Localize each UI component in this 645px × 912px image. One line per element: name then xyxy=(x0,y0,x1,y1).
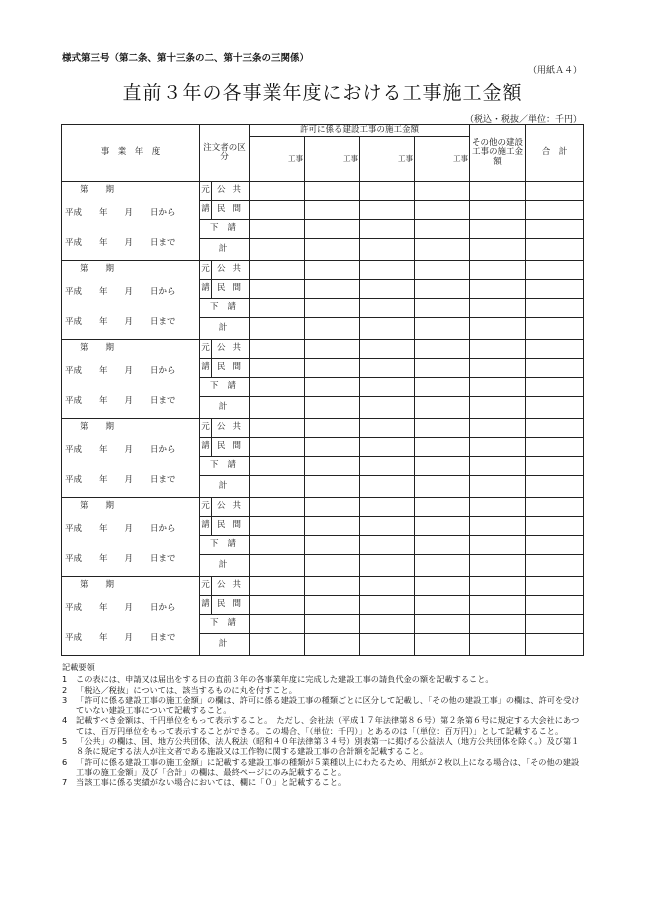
category-public xyxy=(200,577,250,596)
public-label: 公共 xyxy=(216,343,248,354)
amount-cell[interactable] xyxy=(360,378,415,397)
amount-cell[interactable] xyxy=(415,536,470,555)
amount-cell[interactable] xyxy=(415,340,470,359)
amount-cell[interactable] xyxy=(250,498,305,517)
amount-cell[interactable] xyxy=(305,318,360,340)
amount-cell[interactable] xyxy=(250,182,305,201)
amount-cell[interactable] xyxy=(360,634,415,656)
period-label: 第 期 xyxy=(80,185,115,195)
amount-cell[interactable] xyxy=(470,457,526,476)
construction-amount-table xyxy=(61,124,584,656)
amount-cell[interactable] xyxy=(526,340,584,359)
instruction-item xyxy=(62,685,586,695)
category-total xyxy=(200,634,250,656)
amount-cell[interactable] xyxy=(360,239,415,261)
amount-cell[interactable] xyxy=(250,359,305,378)
amount-cell[interactable] xyxy=(470,318,526,340)
amount-cell[interactable] xyxy=(470,419,526,438)
amount-cell[interactable] xyxy=(360,359,415,378)
category-subcontract xyxy=(200,220,250,239)
table-row xyxy=(62,340,584,359)
amount-cell[interactable] xyxy=(470,340,526,359)
private-label: 民間 xyxy=(216,204,248,215)
amount-cell[interactable] xyxy=(305,596,360,615)
amount-cell[interactable] xyxy=(360,498,415,517)
amount-cell[interactable] xyxy=(526,397,584,419)
amount-cell[interactable] xyxy=(305,182,360,201)
category-subcontract xyxy=(200,457,250,476)
amount-cell[interactable] xyxy=(305,419,360,438)
instruction-item xyxy=(62,757,586,778)
amount-cell[interactable] xyxy=(360,280,415,299)
amount-cell[interactable] xyxy=(526,517,584,536)
amount-cell[interactable] xyxy=(250,261,305,280)
business-year-cell xyxy=(62,498,200,577)
period-label: 第 期 xyxy=(80,264,115,274)
instruction-text: 「許可に係る建設工事の施工金額」に記載する建設工事の種類が５業種以上にわたるため、用紙が２枚以上になる場合は、「その他の建設工事の施工金額」及び「合計」の欄は、最終ページにのみ記載すること。 xyxy=(76,756,580,777)
category-subcontract xyxy=(200,378,250,397)
amount-cell[interactable] xyxy=(526,498,584,517)
instruction-text: この表には、申請又は届出をする日の直前３年の各事業年度に完成した建設工事の請負代金の額を記載すること。 xyxy=(76,674,494,685)
category-public xyxy=(200,182,250,201)
period-to-date: 平成 年 月 日まで xyxy=(65,633,176,643)
business-year-cell xyxy=(62,577,200,656)
private-label: 民間 xyxy=(216,283,248,294)
amount-cell[interactable] xyxy=(415,438,470,457)
amount-cell[interactable] xyxy=(250,299,305,318)
public-label: 公共 xyxy=(216,264,248,275)
subcontract-label: 下請 xyxy=(209,539,245,550)
amount-cell[interactable] xyxy=(250,634,305,656)
amount-cell[interactable] xyxy=(415,634,470,656)
amount-cell[interactable] xyxy=(415,318,470,340)
amount-cell[interactable] xyxy=(305,457,360,476)
amount-cell[interactable] xyxy=(305,220,360,239)
table-row xyxy=(62,577,584,596)
amount-cell[interactable] xyxy=(305,498,360,517)
amount-cell[interactable] xyxy=(305,340,360,359)
amount-cell[interactable] xyxy=(470,634,526,656)
period-to-date: 平成 年 月 日まで xyxy=(65,396,176,406)
amount-cell[interactable] xyxy=(250,615,305,634)
amount-cell[interactable] xyxy=(415,280,470,299)
category-public xyxy=(200,498,250,517)
total-label: 計 xyxy=(218,322,237,333)
business-year-cell xyxy=(62,419,200,498)
amount-cell[interactable] xyxy=(470,280,526,299)
amount-cell[interactable] xyxy=(360,318,415,340)
amount-cell[interactable] xyxy=(526,536,584,555)
amount-cell[interactable] xyxy=(526,577,584,596)
prime-contract-label: 請 xyxy=(200,438,212,456)
private-label: 民間 xyxy=(216,520,248,531)
amount-cell[interactable] xyxy=(360,261,415,280)
period-label: 第 期 xyxy=(80,422,115,432)
koji-type-cell[interactable]: 工事 xyxy=(305,137,360,182)
amount-cell[interactable] xyxy=(360,340,415,359)
table-row xyxy=(62,498,584,517)
category-subcontract xyxy=(200,615,250,634)
amount-cell[interactable] xyxy=(415,201,470,220)
category-total xyxy=(200,397,250,419)
amount-cell[interactable] xyxy=(305,438,360,457)
amount-cell[interactable] xyxy=(470,517,526,536)
amount-cell[interactable] xyxy=(415,378,470,397)
total-label: 計 xyxy=(218,243,237,254)
tax-unit-note: （税込・税抜／単位：千円） xyxy=(464,115,582,125)
period-to-date: 平成 年 月 日まで xyxy=(65,317,176,327)
category-total xyxy=(200,239,250,261)
amount-cell[interactable] xyxy=(305,239,360,261)
amount-cell[interactable] xyxy=(526,378,584,397)
period-label: 第 期 xyxy=(80,580,115,590)
instruction-number: 6 xyxy=(62,756,68,767)
amount-cell[interactable] xyxy=(470,378,526,397)
amount-cell[interactable] xyxy=(470,536,526,555)
amount-cell[interactable] xyxy=(415,498,470,517)
amount-cell[interactable] xyxy=(415,261,470,280)
public-label: 公共 xyxy=(216,501,248,512)
amount-cell[interactable] xyxy=(360,419,415,438)
category-total xyxy=(200,318,250,340)
paper-size-label: （用紙Ａ４） xyxy=(527,66,582,76)
category-private xyxy=(200,280,250,299)
instruction-item xyxy=(62,736,586,757)
category-private xyxy=(200,517,250,536)
period-from-date: 平成 年 月 日から xyxy=(65,366,176,376)
amount-cell[interactable] xyxy=(470,359,526,378)
category-public xyxy=(200,261,250,280)
instruction-item xyxy=(62,674,586,684)
amount-cell[interactable] xyxy=(305,615,360,634)
amount-cell[interactable] xyxy=(470,239,526,261)
licensed-amount-header: 許可に係る建設工事の施工金額 xyxy=(250,125,470,137)
total-label: 計 xyxy=(218,559,237,570)
amount-cell[interactable] xyxy=(250,220,305,239)
subcontract-label: 下請 xyxy=(209,460,245,471)
subcontract-label: 下請 xyxy=(209,302,245,313)
amount-cell[interactable] xyxy=(526,299,584,318)
prime-contract-label: 請 xyxy=(200,517,212,535)
orderer-category-header: 注文者の区分 xyxy=(200,125,250,182)
total-label: 計 xyxy=(218,401,237,412)
amount-cell[interactable] xyxy=(305,517,360,536)
instruction-number: 4 xyxy=(62,715,68,726)
amount-cell[interactable] xyxy=(415,299,470,318)
amount-cell[interactable] xyxy=(526,555,584,577)
amount-cell[interactable] xyxy=(305,476,360,498)
amount-cell[interactable] xyxy=(250,596,305,615)
amount-cell[interactable] xyxy=(250,340,305,359)
amount-cell[interactable] xyxy=(470,615,526,634)
period-label: 第 期 xyxy=(80,343,115,353)
amount-cell[interactable] xyxy=(360,615,415,634)
amount-cell[interactable] xyxy=(250,419,305,438)
amount-cell[interactable] xyxy=(415,419,470,438)
amount-cell[interactable] xyxy=(526,419,584,438)
amount-cell[interactable] xyxy=(305,577,360,596)
amount-cell[interactable] xyxy=(415,615,470,634)
amount-cell[interactable] xyxy=(415,182,470,201)
amount-cell[interactable] xyxy=(415,555,470,577)
instruction-text: 「公共」の欄は、国、地方公共団体、法人税法（昭和４０年法律第３４号）別表第一に掲げる公益法人（地方公共団体を除く。）及び第１８条に規定する法人が注文者である施設又は工作物に関する建設工事の合計額を記載すること。 xyxy=(76,736,580,757)
total-header: 合 計 xyxy=(526,125,584,182)
period-from-date: 平成 年 月 日から xyxy=(65,287,176,297)
koji-type-cell[interactable]: 工事 xyxy=(250,137,305,182)
category-private xyxy=(200,201,250,220)
amount-cell[interactable] xyxy=(470,438,526,457)
amount-cell[interactable] xyxy=(360,220,415,239)
amount-cell[interactable] xyxy=(526,239,584,261)
instruction-number: 3 xyxy=(62,694,68,705)
category-total xyxy=(200,555,250,577)
category-private xyxy=(200,359,250,378)
amount-cell[interactable] xyxy=(415,359,470,378)
prime-contract-label: 元 xyxy=(200,182,212,200)
amount-cell[interactable] xyxy=(305,634,360,656)
period-from-date: 平成 年 月 日から xyxy=(65,208,176,218)
amount-cell[interactable] xyxy=(250,397,305,419)
prime-contract-label: 元 xyxy=(200,498,212,516)
amount-cell[interactable] xyxy=(526,615,584,634)
instruction-item xyxy=(62,715,586,736)
amount-cell[interactable] xyxy=(360,536,415,555)
subcontract-label: 下請 xyxy=(209,618,245,629)
amount-cell[interactable] xyxy=(470,397,526,419)
subcontract-label: 下請 xyxy=(209,223,245,234)
amount-cell[interactable] xyxy=(250,517,305,536)
amount-cell[interactable] xyxy=(526,476,584,498)
instruction-number: 7 xyxy=(62,777,68,788)
amount-cell[interactable] xyxy=(360,555,415,577)
amount-cell[interactable] xyxy=(526,634,584,656)
instruction-text: 当該工事に係る実績がない場合においては、欄に「０」と記載すること。 xyxy=(76,777,347,788)
category-subcontract xyxy=(200,536,250,555)
prime-contract-label: 請 xyxy=(200,359,212,377)
amount-cell[interactable] xyxy=(305,536,360,555)
instruction-text: 記載すべき金額は、千円単位をもって表示すること。 ただし、会社法（平成１７年法律第８６号）第２条第６号に規定する大会社にあつては、百万円単位をもって表示することができる。この場合、「（単位：千円）」とあるのは「（単位：百万円）」として記載すること。 xyxy=(76,715,580,736)
amount-cell[interactable] xyxy=(415,220,470,239)
page-title: 直前３年の各事業年度における工事施工金額 xyxy=(122,82,523,104)
instruction-text: 「税込／税抜」については、該当するものに丸を付すこと。 xyxy=(76,684,297,695)
period-label: 第 期 xyxy=(80,501,115,511)
amount-cell[interactable] xyxy=(470,577,526,596)
amount-cell[interactable] xyxy=(305,201,360,220)
koji-type-cell[interactable]: 工事 xyxy=(360,137,415,182)
period-from-date: 平成 年 月 日から xyxy=(65,524,176,534)
amount-cell[interactable] xyxy=(250,536,305,555)
koji-type-cell[interactable]: 工事 xyxy=(415,137,470,182)
instruction-number: 1 xyxy=(62,674,68,685)
amount-cell[interactable] xyxy=(360,182,415,201)
amount-cell[interactable] xyxy=(305,555,360,577)
instruction-text: 「許可に係る建設工事の施工金額」の欄は、許可に係る建設工事の種類ごとに区分して記載し、「その他の建設工事」の欄は、許可を受けていない建設工事について記載すること。 xyxy=(76,694,580,716)
private-label: 民間 xyxy=(216,599,248,610)
amount-cell[interactable] xyxy=(415,517,470,536)
period-to-date: 平成 年 月 日まで xyxy=(65,475,176,485)
amount-cell[interactable] xyxy=(470,182,526,201)
prime-contract-label: 元 xyxy=(200,261,212,279)
category-private xyxy=(200,438,250,457)
amount-cell[interactable] xyxy=(360,299,415,318)
total-label: 計 xyxy=(218,638,237,649)
amount-cell[interactable] xyxy=(250,457,305,476)
amount-cell[interactable] xyxy=(470,498,526,517)
prime-contract-label: 元 xyxy=(200,577,212,595)
amount-cell[interactable] xyxy=(470,555,526,577)
other-construction-header: その他の建設工事の施工金額 xyxy=(470,125,526,182)
total-label: 計 xyxy=(218,480,237,491)
amount-cell[interactable] xyxy=(415,239,470,261)
instructions-heading: 記載要領 xyxy=(62,662,95,672)
category-private xyxy=(200,596,250,615)
amount-cell[interactable] xyxy=(470,220,526,239)
form-number: 様式第三号（第二条、第十三条の二、第十三条の三関係） xyxy=(62,53,310,64)
amount-cell[interactable] xyxy=(250,318,305,340)
public-label: 公共 xyxy=(216,185,248,196)
amount-cell[interactable] xyxy=(360,476,415,498)
amount-cell[interactable] xyxy=(360,577,415,596)
period-from-date: 平成 年 月 日から xyxy=(65,603,176,613)
amount-cell[interactable] xyxy=(250,280,305,299)
amount-cell[interactable] xyxy=(250,239,305,261)
amount-cell[interactable] xyxy=(250,201,305,220)
subcontract-label: 下請 xyxy=(209,381,245,392)
amount-cell[interactable] xyxy=(305,280,360,299)
public-label: 公共 xyxy=(216,580,248,591)
table-row xyxy=(62,419,584,438)
amount-cell[interactable] xyxy=(526,318,584,340)
amount-cell[interactable] xyxy=(526,201,584,220)
amount-cell[interactable] xyxy=(470,476,526,498)
category-subcontract xyxy=(200,299,250,318)
amount-cell[interactable] xyxy=(360,438,415,457)
instruction-number: 5 xyxy=(62,736,68,747)
amount-cell[interactable] xyxy=(526,220,584,239)
prime-contract-label: 請 xyxy=(200,280,212,298)
amount-cell[interactable] xyxy=(360,201,415,220)
instructions-section xyxy=(62,662,586,788)
prime-contract-label: 元 xyxy=(200,419,212,437)
instruction-item xyxy=(62,695,586,716)
amount-cell[interactable] xyxy=(415,596,470,615)
business-year-cell xyxy=(62,261,200,340)
business-year-cell xyxy=(62,182,200,261)
amount-cell[interactable] xyxy=(250,438,305,457)
table-row xyxy=(62,182,584,201)
amount-cell[interactable] xyxy=(526,596,584,615)
amount-cell[interactable] xyxy=(360,397,415,419)
amount-cell[interactable] xyxy=(415,457,470,476)
amount-cell[interactable] xyxy=(470,596,526,615)
amount-cell[interactable] xyxy=(360,517,415,536)
amount-cell[interactable] xyxy=(470,261,526,280)
amount-cell[interactable] xyxy=(250,476,305,498)
amount-cell[interactable] xyxy=(415,476,470,498)
amount-cell[interactable] xyxy=(526,261,584,280)
category-public xyxy=(200,419,250,438)
instruction-item xyxy=(62,777,586,787)
private-label: 民間 xyxy=(216,441,248,452)
prime-contract-label: 請 xyxy=(200,201,212,219)
amount-cell[interactable] xyxy=(415,397,470,419)
amount-cell[interactable] xyxy=(305,397,360,419)
amount-cell[interactable] xyxy=(526,182,584,201)
business-year-cell xyxy=(62,340,200,419)
prime-contract-label: 請 xyxy=(200,596,212,614)
amount-cell[interactable] xyxy=(250,555,305,577)
amount-cell[interactable] xyxy=(470,299,526,318)
period-to-date: 平成 年 月 日まで xyxy=(65,554,176,564)
amount-cell[interactable] xyxy=(360,596,415,615)
amount-cell[interactable] xyxy=(250,577,305,596)
amount-cell[interactable] xyxy=(526,280,584,299)
prime-contract-label: 元 xyxy=(200,340,212,358)
category-public xyxy=(200,340,250,359)
business-year-header: 事 業 年 度 xyxy=(62,125,200,182)
amount-cell[interactable] xyxy=(470,201,526,220)
instruction-number: 2 xyxy=(62,684,68,695)
period-from-date: 平成 年 月 日から xyxy=(65,445,176,455)
amount-cell[interactable] xyxy=(305,378,360,397)
period-to-date: 平成 年 月 日まで xyxy=(65,238,176,248)
public-label: 公共 xyxy=(216,422,248,433)
category-total xyxy=(200,476,250,498)
table-row xyxy=(62,261,584,280)
amount-cell[interactable] xyxy=(415,577,470,596)
amount-cell[interactable] xyxy=(305,299,360,318)
amount-cell[interactable] xyxy=(360,457,415,476)
amount-cell[interactable] xyxy=(305,359,360,378)
private-label: 民間 xyxy=(216,362,248,373)
amount-cell[interactable] xyxy=(526,438,584,457)
amount-cell[interactable] xyxy=(526,457,584,476)
amount-cell[interactable] xyxy=(250,378,305,397)
amount-cell[interactable] xyxy=(305,261,360,280)
amount-cell[interactable] xyxy=(526,359,584,378)
